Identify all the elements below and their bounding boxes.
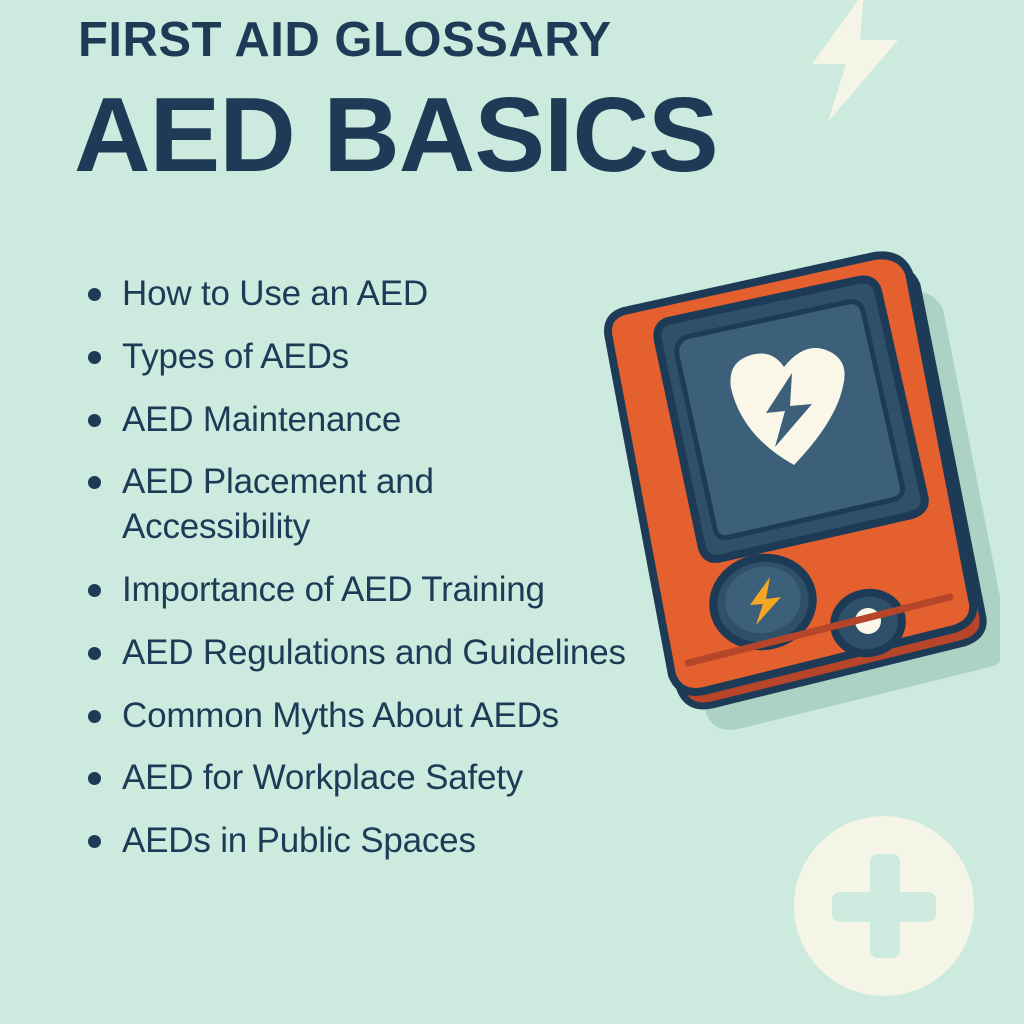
list-item-label: AED for Workplace Safety xyxy=(122,758,524,798)
bullet-dot-icon xyxy=(88,647,101,660)
bullet-dot-icon xyxy=(88,414,101,427)
bullet-dot-icon xyxy=(88,351,101,364)
poster-kicker: FIRST AID GLOSSARY xyxy=(78,13,612,67)
aed-device-illustration xyxy=(520,225,1000,735)
cross-bar-vertical xyxy=(870,854,900,958)
list-item xyxy=(74,460,542,550)
medical-cross-icon xyxy=(794,816,974,996)
list-item-label: Types of AEDs xyxy=(122,336,349,376)
bullet-dot-icon xyxy=(88,476,101,489)
bullet-dot-icon xyxy=(88,288,101,301)
list-item-label: AED Maintenance xyxy=(122,399,402,439)
list-item-label: Common Myths About AEDs xyxy=(122,695,559,735)
list-item xyxy=(74,756,764,801)
bullet-dot-icon xyxy=(88,584,101,597)
list-item-label: AEDs in Public Spaces xyxy=(122,821,476,861)
bullet-dot-icon xyxy=(88,835,101,848)
list-item-label: Importance of AED Training xyxy=(122,569,545,609)
list-item-label: How to Use an AED xyxy=(122,274,428,313)
list-item-label: AED Placement and Accessibility xyxy=(122,462,434,547)
list-item xyxy=(74,819,764,864)
list-item xyxy=(74,568,552,613)
bullet-dot-icon xyxy=(88,772,101,785)
bullet-dot-icon xyxy=(88,710,101,723)
page-title: AED BASICS xyxy=(74,76,718,194)
lightning-bolt-icon xyxy=(794,0,914,122)
list-item-label: AED Regulations and Guidelines xyxy=(122,632,626,672)
